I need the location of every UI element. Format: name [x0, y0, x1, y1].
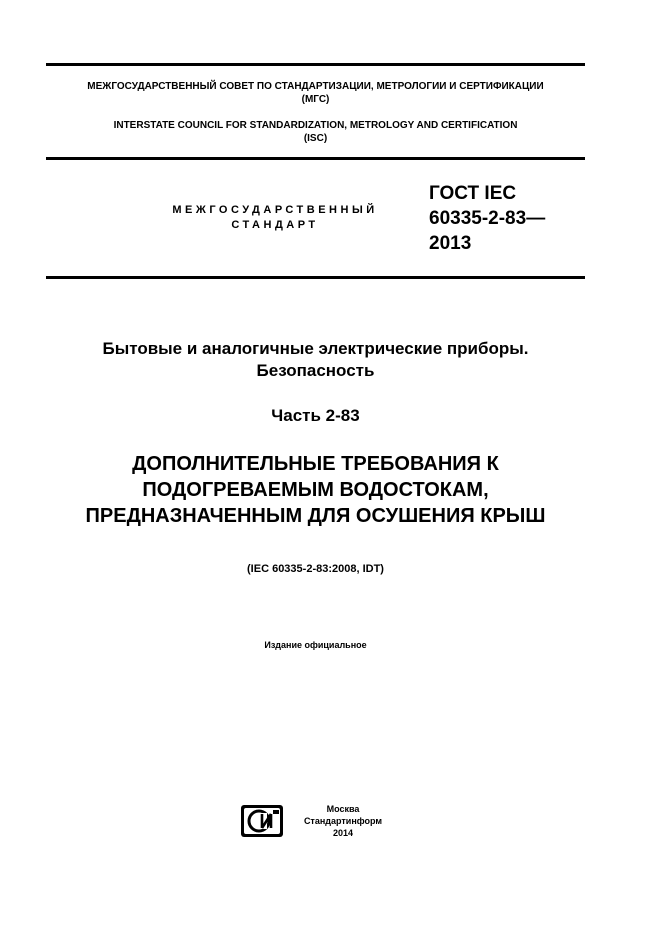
edition-note: Издание официальное — [264, 640, 367, 650]
title-main-line1: Бытовые и аналогичные электрические приборы. — [102, 339, 529, 358]
standard-type — [140, 203, 410, 233]
header-bottom-rule — [46, 157, 585, 160]
standard-type-line2: СТАНДАРТ — [231, 219, 319, 231]
title-sub-line2: ПОДОГРЕВАЕМЫМ ВОДОСТОКАМ, — [142, 479, 489, 501]
council-ru-abbr: (МГС) — [301, 94, 330, 105]
council-en-name: INTERSTATE COUNCIL FOR STANDARDIZATION, METROLOGY AND CERTIFICATION — [113, 120, 518, 131]
standard-number-line1: ГОСТ IEC — [429, 183, 517, 204]
standartinform-logo-icon — [240, 804, 284, 838]
council-en — [46, 119, 585, 145]
title-sub-line3: ПРЕДНАЗНАЧЕННЫМ ДЛЯ ОСУШЕНИЯ КРЫШ — [85, 505, 546, 527]
publisher-info — [292, 803, 394, 839]
title-main — [40, 338, 591, 382]
council-ru — [46, 80, 585, 106]
publisher-city: Москва — [326, 804, 360, 814]
standard-number-line3: 2013 — [429, 233, 472, 254]
council-en-abbr: (ISC) — [303, 133, 328, 144]
publisher-name: Стандартинформ — [303, 816, 383, 826]
standard-number — [429, 181, 599, 256]
title-sub-line1: ДОПОЛНИТЕЛЬНЫЕ ТРЕБОВАНИЯ К — [132, 453, 499, 475]
standard-type-line1: МЕЖГОСУДАРСТВЕННЫЙ — [172, 204, 378, 216]
iec-reference: (IEC 60335-2-83:2008, IDT) — [247, 563, 384, 575]
council-ru-name: МЕЖГОСУДАРСТВЕННЫЙ СОВЕТ ПО СТАНДАРТИЗАЦИИ, МЕТРОЛОГИИ И СЕРТИФИКАЦИИ — [87, 81, 544, 92]
top-rule — [46, 63, 585, 66]
title-main-line2: Безопасность — [256, 361, 375, 380]
standard-number-line2: 60335-2-83— — [429, 208, 546, 229]
publisher-year: 2014 — [332, 828, 354, 838]
title-sub — [40, 451, 591, 529]
standard-bottom-rule — [46, 276, 585, 279]
title-part: Часть 2-83 — [271, 406, 360, 425]
